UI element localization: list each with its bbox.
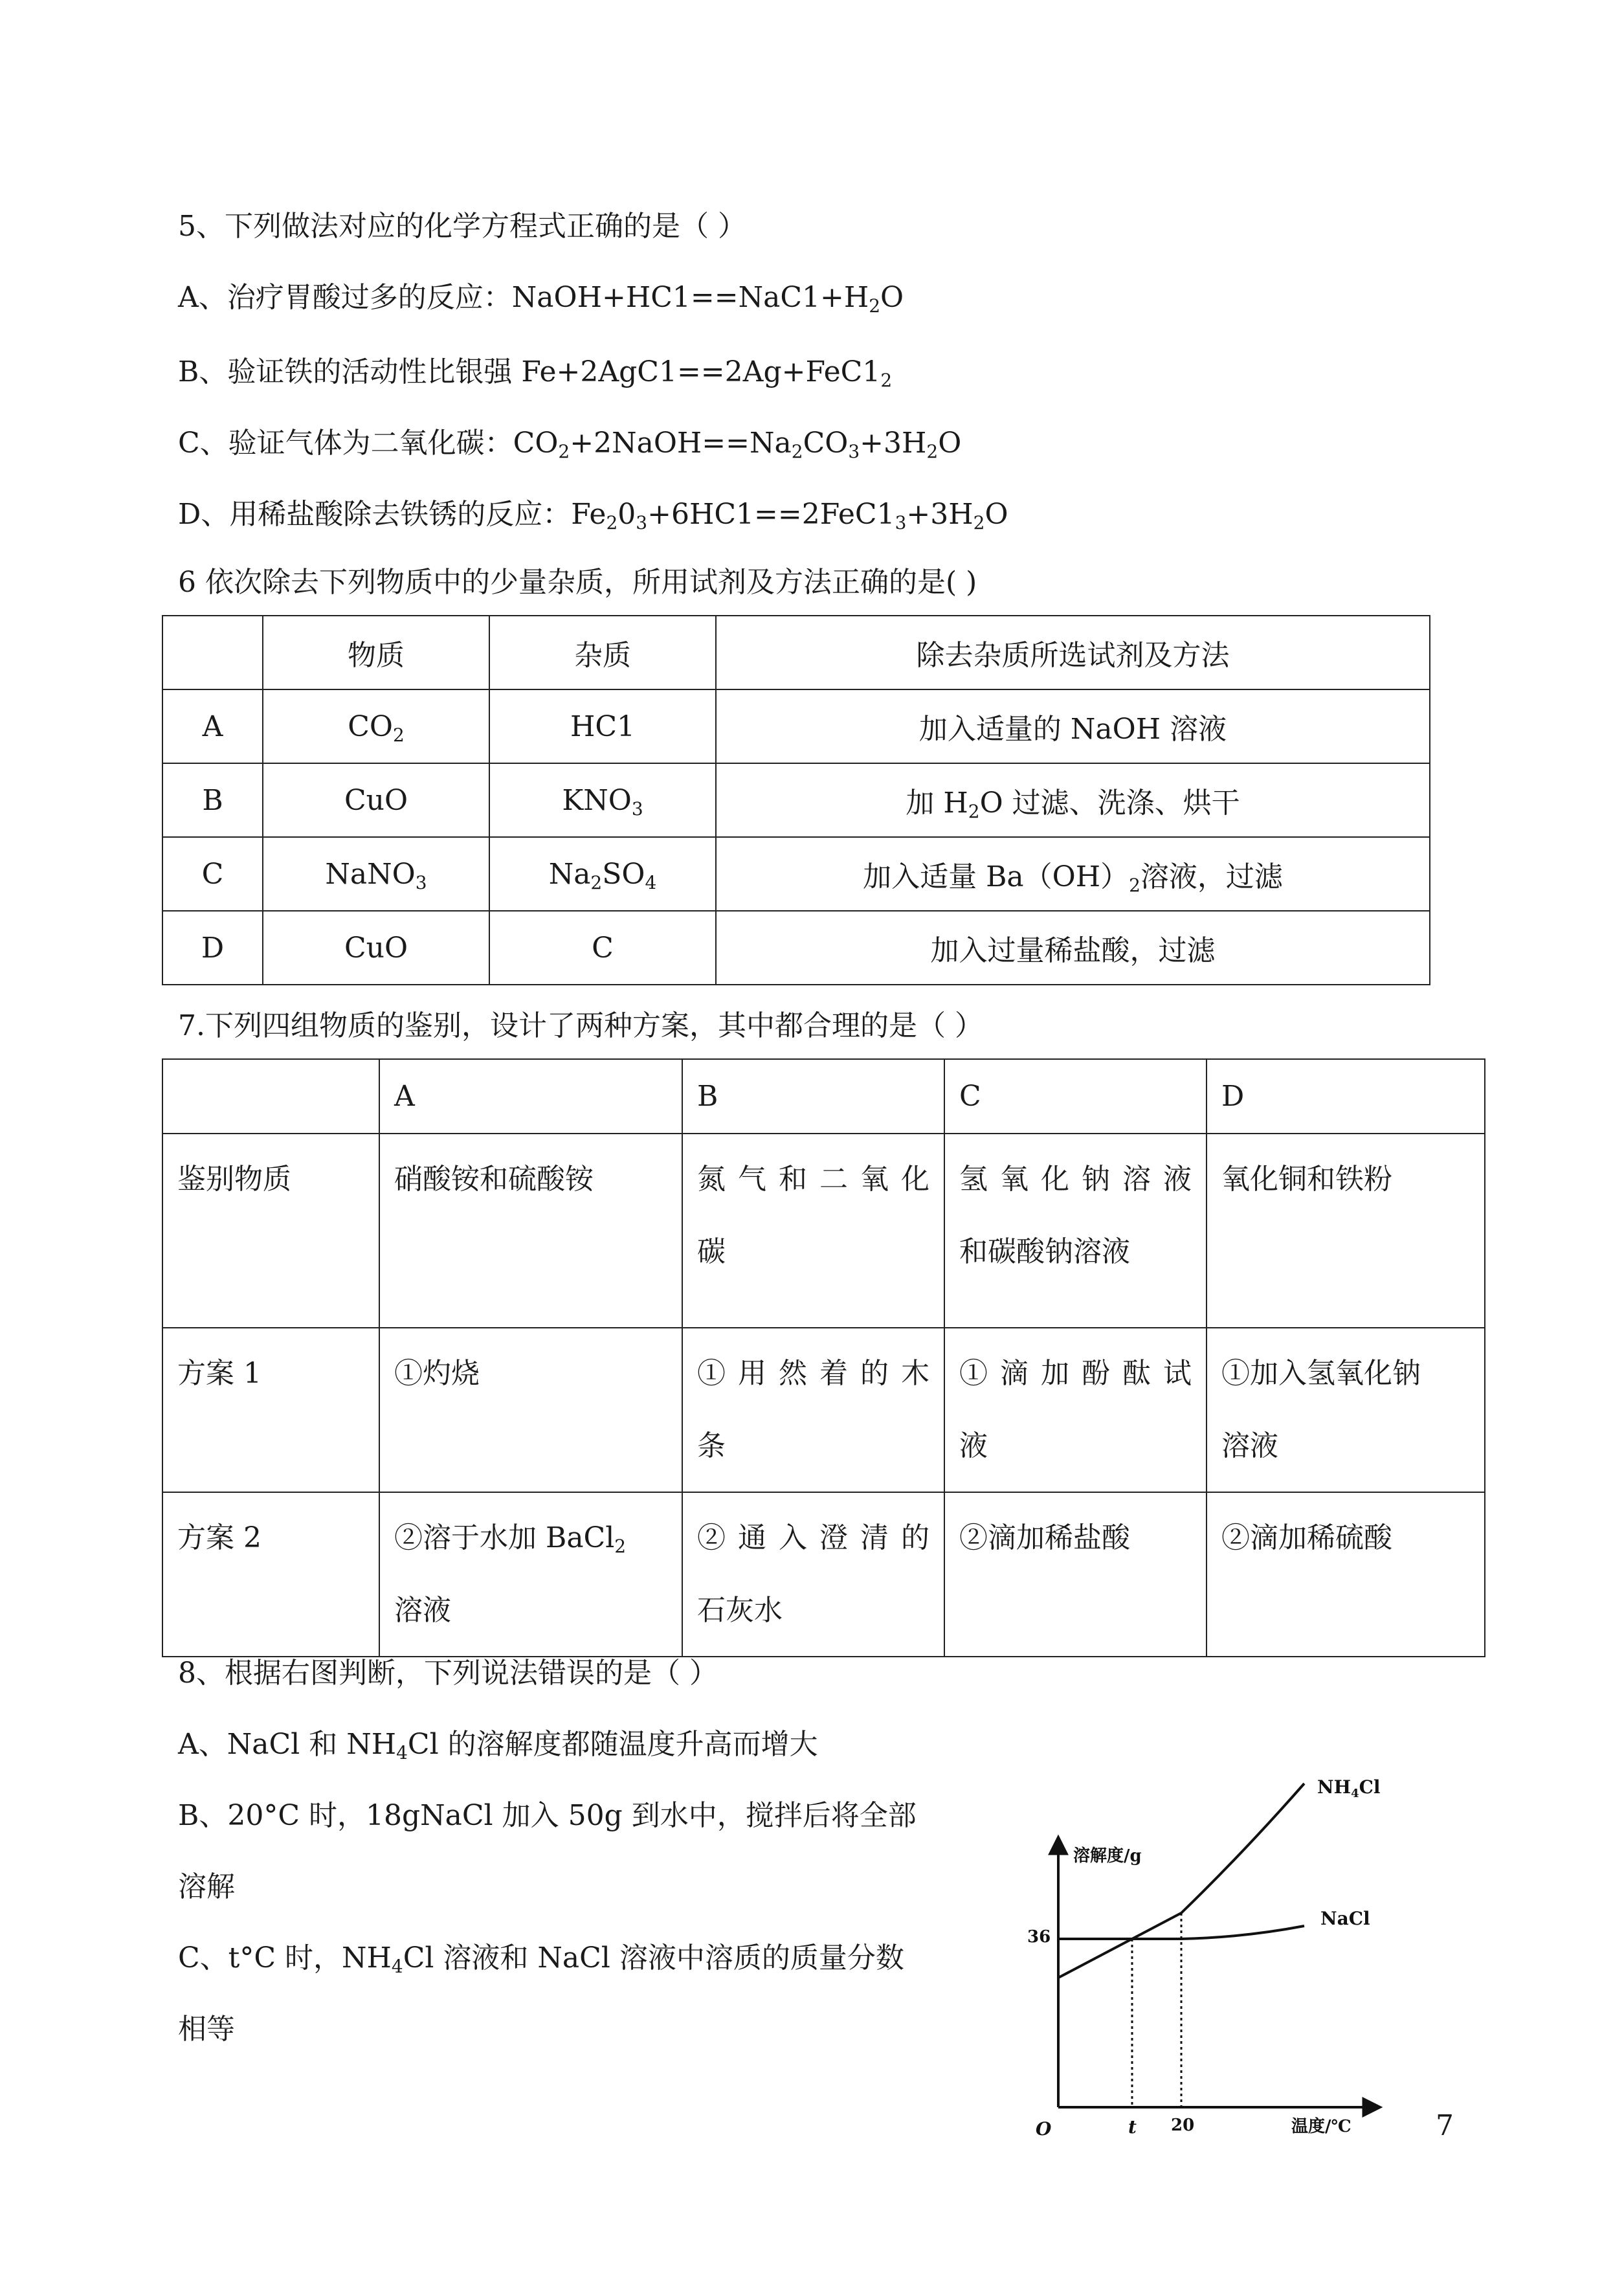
table-row	[162, 763, 1430, 837]
table-row	[162, 1328, 1485, 1492]
q8-a-sub: 4	[396, 1742, 408, 1763]
impurity-text: KNO	[562, 783, 632, 817]
row-label: 方案 2	[162, 1492, 379, 1657]
q5-c-p3: CO	[803, 427, 849, 460]
q8-option-c-line2: 相等	[178, 2013, 235, 2046]
q8-option-b-line1: B、20°C 时，18gNaCl 加入 50g 到水中，搅拌后将全部	[178, 1799, 917, 1832]
q5-option-a	[178, 278, 904, 317]
method-text: O 过滤、洗涤、烘干	[979, 787, 1240, 820]
q5-c-p4: +3H	[860, 427, 927, 460]
cell-text: 液	[959, 1429, 988, 1462]
cell-text: ①滴加酚酞试	[959, 1357, 1192, 1390]
q5-d-p1: D、用稀盐酸除去铁锈的反应：Fe	[178, 498, 606, 531]
substance-cell: CuO	[263, 911, 489, 985]
row-label: B	[162, 763, 263, 837]
q5-d-p3: +6HC1==2FeC1	[647, 498, 895, 531]
table-row	[162, 689, 1430, 763]
q8-a-text: A、NaCl 和 NH	[178, 1728, 397, 1761]
impurity-cell: HC1	[489, 689, 716, 763]
method-text: 加 H	[906, 787, 968, 820]
q5-option-c	[178, 424, 961, 463]
substance-text: NaNO	[325, 857, 416, 891]
method-cell: 加入适量的 NaOH 溶液	[716, 689, 1430, 763]
series-label-nacl: NaCl	[1320, 1908, 1370, 1929]
q8-stem: 8、根据右图判断，下列说法错误的是（ ）	[178, 1657, 718, 1690]
x-tick-label-20: 20	[1171, 2116, 1195, 2135]
header-cell: 杂质	[489, 616, 716, 689]
row-label: 鉴别物质	[162, 1134, 379, 1328]
header-cell: B	[682, 1059, 944, 1134]
series-label-sub: 4	[1351, 1787, 1359, 1800]
cell-text: 碳	[697, 1235, 726, 1268]
cell-a: 硝酸铵和硫酸铵	[379, 1134, 682, 1328]
method-text: 溶液，过滤	[1140, 860, 1283, 893]
q5-b-text: B、验证铁的活动性比银强 Fe+2AgC1==2Ag+FeC1	[178, 355, 881, 388]
table-row	[162, 911, 1430, 985]
cell-text: 条	[697, 1429, 726, 1462]
cell-sub: 2	[614, 1536, 627, 1557]
table-header-row	[162, 616, 1430, 689]
cell-text: 氮气和二氧化	[697, 1163, 929, 1196]
substance-text: CO	[348, 710, 393, 743]
impurity-sub: 2	[590, 871, 603, 893]
cell-text: ①用然着的木	[697, 1357, 929, 1390]
substance-sub: 2	[392, 724, 405, 746]
substance-sub: 3	[415, 871, 427, 893]
cell-d	[1207, 1328, 1485, 1492]
q5-c-s1: 2	[558, 441, 570, 462]
method-text: 加入适量 Ba（OH）	[863, 860, 1129, 893]
method-cell	[716, 763, 1430, 837]
q5-c-s3: 3	[848, 441, 860, 462]
q5-b-sub: 2	[880, 370, 893, 391]
q5-d-s1: 2	[606, 512, 618, 533]
table-row	[162, 1492, 1485, 1657]
cell-text: 溶液	[1221, 1429, 1278, 1462]
y-tick-label: 36	[1027, 1927, 1051, 1947]
cell-b	[682, 1492, 944, 1657]
cell-text: 和碳酸钠溶液	[959, 1235, 1130, 1268]
q5-a-sub: 2	[869, 295, 881, 317]
row-label: D	[162, 911, 263, 985]
impurity-cell	[489, 837, 716, 911]
q5-d-p2: 0	[617, 498, 636, 531]
q5-a-text: A、治疗胃酸过多的反应：NaOH+HC1==NaC1+H	[178, 281, 869, 314]
substance-cell	[263, 689, 489, 763]
table-row	[162, 837, 1430, 911]
header-cell: D	[1207, 1059, 1485, 1134]
impurity-sub: 4	[645, 871, 657, 893]
table-row	[162, 1134, 1485, 1328]
q8-option-c-line1	[178, 1939, 904, 1978]
cell-text: 溶液	[394, 1594, 451, 1627]
method-cell: 加入过量稀盐酸，过滤	[716, 911, 1430, 985]
q8-option-b-line2: 溶解	[178, 1870, 235, 1903]
chart-plot-area	[1027, 1776, 1381, 2138]
cell-a	[379, 1492, 682, 1657]
q6-stem: 6 依次除去下列物质中的少量杂质，所用试剂及方法正确的是( )	[178, 566, 977, 599]
x-tick-label-t: t	[1128, 2116, 1137, 2138]
cell-c: ②滴加稀盐酸	[944, 1492, 1207, 1657]
cell-text-part: ②溶于水加 BaCl	[394, 1521, 615, 1554]
method-sub: 2	[968, 801, 980, 822]
header-cell: 除去杂质所选试剂及方法	[716, 616, 1430, 689]
cell-d: 氧化铜和铁粉	[1207, 1134, 1485, 1328]
impurity-sub: 3	[631, 798, 643, 820]
q5-c-p2: +2NaOH==Na	[570, 427, 792, 460]
q5-c-p1: C、验证气体为二氧化碳：CO	[178, 427, 559, 460]
cell-text: 氢氧化钠溶液	[959, 1163, 1192, 1196]
q5-d-s4: 2	[973, 512, 985, 533]
method-sub: 2	[1129, 875, 1140, 896]
cell-d: ②滴加稀硫酸	[1207, 1492, 1485, 1657]
q8-a-text: Cl 的溶解度都随温度升高而增大	[407, 1728, 818, 1761]
header-cell: A	[379, 1059, 682, 1134]
q5-d-p5: O	[984, 498, 1008, 531]
series-label-nh4cl: $NH_4Cl$	[1317, 1776, 1381, 1800]
row-label: C	[162, 837, 263, 911]
q5-option-d	[178, 495, 1008, 534]
page-number: 7	[1436, 2109, 1454, 2142]
q7-stem: 7.下列四组物质的鉴别，设计了两种方案，其中都合理的是（ ）	[178, 1009, 983, 1042]
q5-a-tail: O	[880, 281, 904, 314]
cell-text: ②通入澄清的	[697, 1521, 929, 1554]
q8-c-sub: 4	[391, 1956, 403, 1977]
cell-text	[394, 1502, 667, 1574]
q5-d-p4: +3H	[906, 498, 973, 531]
q5-c-s2: 2	[791, 441, 803, 462]
q5-c-p5: O	[938, 427, 962, 460]
header-cell	[162, 616, 263, 689]
cell-b	[682, 1328, 944, 1492]
q5-d-s2: 3	[636, 512, 648, 533]
series-label-tail: Cl	[1359, 1776, 1381, 1798]
y-axis-label: 溶解度/g	[1073, 1846, 1142, 1866]
cell-a: ①灼烧	[379, 1328, 682, 1492]
origin-label: O	[1036, 2118, 1052, 2140]
row-label: A	[162, 689, 263, 763]
substance-cell	[263, 837, 489, 911]
header-cell: 物质	[263, 616, 489, 689]
header-cell: C	[944, 1059, 1207, 1134]
q8-option-a	[178, 1725, 818, 1764]
q7-table	[162, 1058, 1485, 1657]
cell-c	[944, 1328, 1207, 1492]
cell-text: 石灰水	[697, 1594, 783, 1627]
table-header-row	[162, 1059, 1485, 1134]
solubility-chart	[997, 1776, 1385, 2140]
q5-d-s3: 3	[895, 512, 907, 533]
cell-text: ①加入氢氧化钠	[1221, 1357, 1421, 1390]
row-label: 方案 1	[162, 1328, 379, 1492]
cell-b	[682, 1134, 944, 1328]
q5-option-b	[178, 353, 892, 392]
method-cell	[716, 837, 1430, 911]
x-axis-label: 温度/℃	[1291, 2117, 1351, 2136]
substance-cell: CuO	[263, 763, 489, 837]
impurity-cell	[489, 763, 716, 837]
impurity-text: Na	[548, 857, 591, 891]
q5-stem: 5、下列做法对应的化学方程式正确的是（ ）	[178, 210, 746, 243]
q8-c-text: C、t°C 时，NH	[178, 1941, 392, 1974]
q8-c-text: Cl 溶液和 NaCl 溶液中溶质的质量分数	[403, 1941, 904, 1974]
impurity-text: SO	[602, 857, 645, 891]
impurity-cell: C	[489, 911, 716, 985]
q6-table	[162, 615, 1430, 985]
header-cell	[162, 1059, 379, 1134]
q5-c-s4: 2	[926, 441, 939, 462]
cell-c	[944, 1134, 1207, 1328]
